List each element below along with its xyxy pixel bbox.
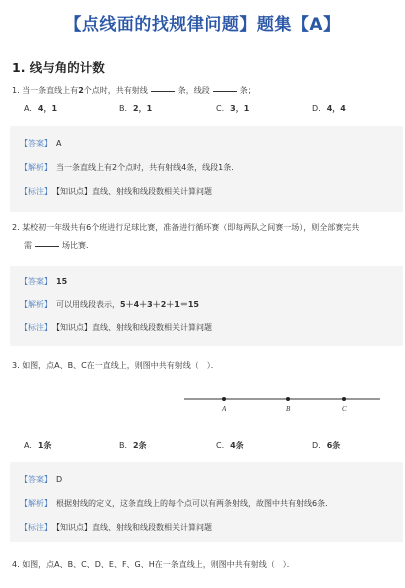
option-b[interactable]: B. 2，1 — [119, 104, 153, 113]
question-text: 个点时，共有射线 — [83, 86, 148, 95]
analysis-row: 【解析】 根据射线的定义，这条直线上的每个点可以有两条射线，故图中共有射线6条． — [20, 499, 334, 508]
question-2-line2 — [24, 239, 394, 253]
point-b-label: B — [286, 405, 291, 413]
point-a-label: A — [222, 405, 227, 413]
answer-box-q1 — [10, 126, 403, 212]
question-number-value: 2 — [78, 86, 84, 95]
section-heading: 1. 线与角的计数 — [12, 60, 105, 75]
option-d[interactable]: D. 6条 — [312, 441, 341, 450]
question-1 — [12, 84, 397, 98]
point-c-label: C — [342, 405, 347, 413]
question-number: 1. — [12, 86, 20, 95]
question-text: 场比赛． — [62, 241, 94, 250]
answer-row: 【答案】 A — [20, 139, 62, 148]
question-text: 条，线段 — [177, 86, 210, 95]
answer-row: 【答案】 15 — [20, 277, 68, 286]
option-d[interactable]: D. 4，4 — [312, 104, 346, 113]
question-3 — [12, 359, 397, 373]
answer-box-q3 — [10, 462, 403, 542]
answer-blank — [35, 246, 59, 247]
question-text: 需 — [24, 241, 32, 250]
page-title: 【点线面的找规律问题】题集【A】 — [64, 15, 341, 35]
answer-row: 【答案】 D — [20, 475, 63, 484]
note-row: 【标注】 【知识点】直线、射线和线段数相关计算问题 — [20, 187, 212, 196]
answer-box-q2 — [10, 266, 403, 346]
question-2 — [12, 221, 397, 235]
answer-blank — [151, 91, 175, 92]
question-text: 某校初一年级共有6个班进行足球比赛，准备进行循环赛（即每两队之间赛一场），则全部赛完共 — [22, 223, 360, 232]
question-number: 3. — [12, 361, 20, 370]
option-c[interactable]: C. 3，1 — [216, 104, 250, 113]
answer-blank — [213, 91, 237, 92]
option-b[interactable]: B. 2条 — [119, 441, 147, 450]
question-text: 条； — [239, 86, 256, 95]
note-row: 【标注】 【知识点】直线、射线和线段数相关计算问题 — [20, 523, 212, 532]
note-row: 【标注】 【知识点】直线、射线和线段数相关计算问题 — [20, 323, 212, 332]
question-4 — [12, 558, 397, 572]
option-c[interactable]: C. 4条 — [216, 441, 244, 450]
analysis-row: 【解析】 可以用线段表示，5＋4＋3＋2＋1＝15 — [20, 300, 199, 309]
point-c-dot — [342, 397, 346, 401]
question-text: 如图，点A、B、C在一直线上，则图中共有射线（ ）． — [22, 361, 219, 370]
option-a[interactable]: A. 1条 — [24, 441, 52, 450]
question-text: 当一条直线上有 — [22, 86, 79, 95]
question-text: 如图，点A、B、C、D、E、F、G、H在一条直线上，则图中共有射线（ ）． — [22, 560, 295, 569]
line-diagram — [0, 388, 405, 418]
point-b-dot — [286, 397, 290, 401]
question-number: 4. — [12, 560, 20, 569]
question-number: 2. — [12, 223, 20, 232]
analysis-row: 【解析】 当一条直线上有2个点时，共有射线4条，线段1条． — [20, 163, 240, 172]
option-a[interactable]: A. 4，1 — [24, 104, 58, 113]
point-a-dot — [222, 397, 226, 401]
